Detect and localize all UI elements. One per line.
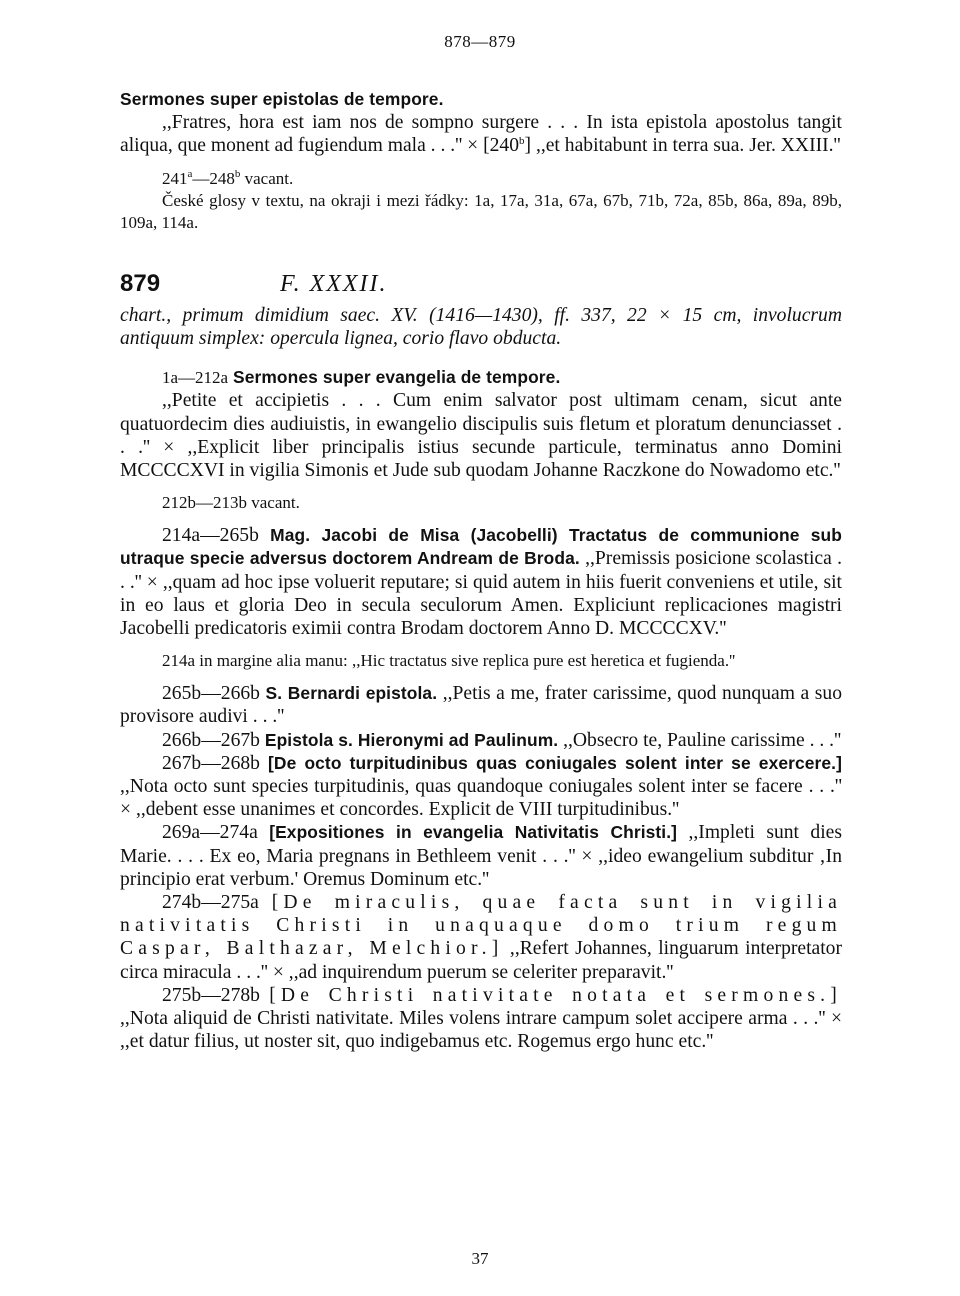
item-6: 269a—274a [Expositiones in evangelia Nativitatis Christi.] ,,Impleti sunt dies Marie. . . . Ex eo, Maria pregnans in Bethleem venit . . .'' × ,,ideo ewangelium subditur ‚In principio erat verbum.' Oremus Dominum etc.''	[120, 822, 842, 890]
entry-number: 879	[120, 269, 161, 297]
catalogue-page	[120, 88, 842, 1054]
item-8: 275b—278b [De Christi nativitate notata et sermones.] ,,Nota aliquid de Christi nativitate. Miles volens intrare campum solet accipere arma . . .'' × ,,et datur filius, ut noster sit, quo indigebamus etc. Rogemus ergo hunc etc.''	[120, 984, 842, 1053]
item-4: 266b—267b Epistola s. Hieronymi ad Paulinum. ,,Obsecro te, Pauline carissime . . .''	[162, 729, 842, 751]
page-number: 37	[471, 1249, 489, 1268]
item-3: 265b—266b S. Bernardi epistola. ,,Petis a me, frater carissime, quod nunquam a suo provisore audivi . . .''	[120, 683, 843, 728]
prev-entry-vacant: 241$^a$—248$^b$ vacant.	[162, 167, 294, 188]
prev-entry-title: Sermones super epistolas de tempore.	[120, 89, 444, 109]
prev-entry-incipit: ,,Fratres, hora est iam nos de sompno surgere . . . In ista epistola apostolus tangit aliqua, que monent ad fugiendum mala . . .'' × $[240^b]$ ,,et habitabunt in terra sua. Jer. XXIII.''	[120, 112, 842, 157]
entry-heading	[120, 269, 842, 297]
entry-description: chart., primum dimidium saec. XV. (1416—1430), ff. 337, 22 × 15 cm, involucrum antiquum simplex: opercula lignea, corio flavo obducta.	[120, 304, 842, 350]
page-header: 878—879	[444, 32, 516, 51]
item-7: 274b—275a [De miraculis, quae facta sunt in vigilia nativitatis Christi in unaquaque domo trium regum Caspar, Balthazar, Melchior.] ,,Refert Johannes, linguarum interpretator circa miracula . . .'' × ,,ad inquirendum puerum se celeriter preparavit.''	[120, 892, 843, 983]
entry-signature: F. XXXII.	[280, 270, 388, 297]
item-2-note: 214a in margine alia manu: ,,Hic tractatus sive replica pure est heretica et fugienda.''	[162, 651, 736, 671]
item-2: 214a—265b Mag. Jacobi de Misa (Jacobelli) Tractatus de communione sub utraque specie adversus doctorem Andream de Broda. ,,Premissis posicione scolastica . . .'' × ,,quam ad hoc ipse voluerit reputare; si quid autem in hiis fuerit conveniens et utile, sit in eo laus et gloria Deo in secula seculorum Amen. Expliciunt replicaciones magistri Jacobelli predicatoris eximii contra Brodam doctorem Anno D. MCCCCXV.''	[120, 525, 842, 640]
item-5: 267b—268b [De octo turpitudinibus quas coniugales solent inter se exercere.] ,,Nota octo sunt species turpitudinis, quas quandoque coniugales solent inter se facere . . .'' × ,,debent esse unanimes et concordes. Explicit de VIII turpitudinibus.''	[120, 752, 842, 821]
item-1-text: ,,Petite et accipietis . . . Cum enim salvator post ultimam cenam, sicut ante quatuordecim dies audiuistis, in ewangelio discipulis suis fletum et ploratum denunciasset . . .'' × ,,Explicit liber principalis istius secunde particule, terminatus anno Domini MCCCCXVI in vigilia Simonis et Jude sub quodam Johanne Raczkone do Nowadomo etc.''	[120, 390, 842, 482]
vacant-2: 212b—213b vacant.	[162, 493, 300, 513]
prev-entry-glosses: České glosy v textu, na okraji i mezi řádky: 1a, 17a, 31a, 67a, 67b, 71b, 72a, 85b, 86a, 89a, 89b, 109a, 114a.	[120, 190, 842, 232]
item-1-heading: 1a—212a Sermones super evangelia de tempore.	[162, 367, 561, 388]
